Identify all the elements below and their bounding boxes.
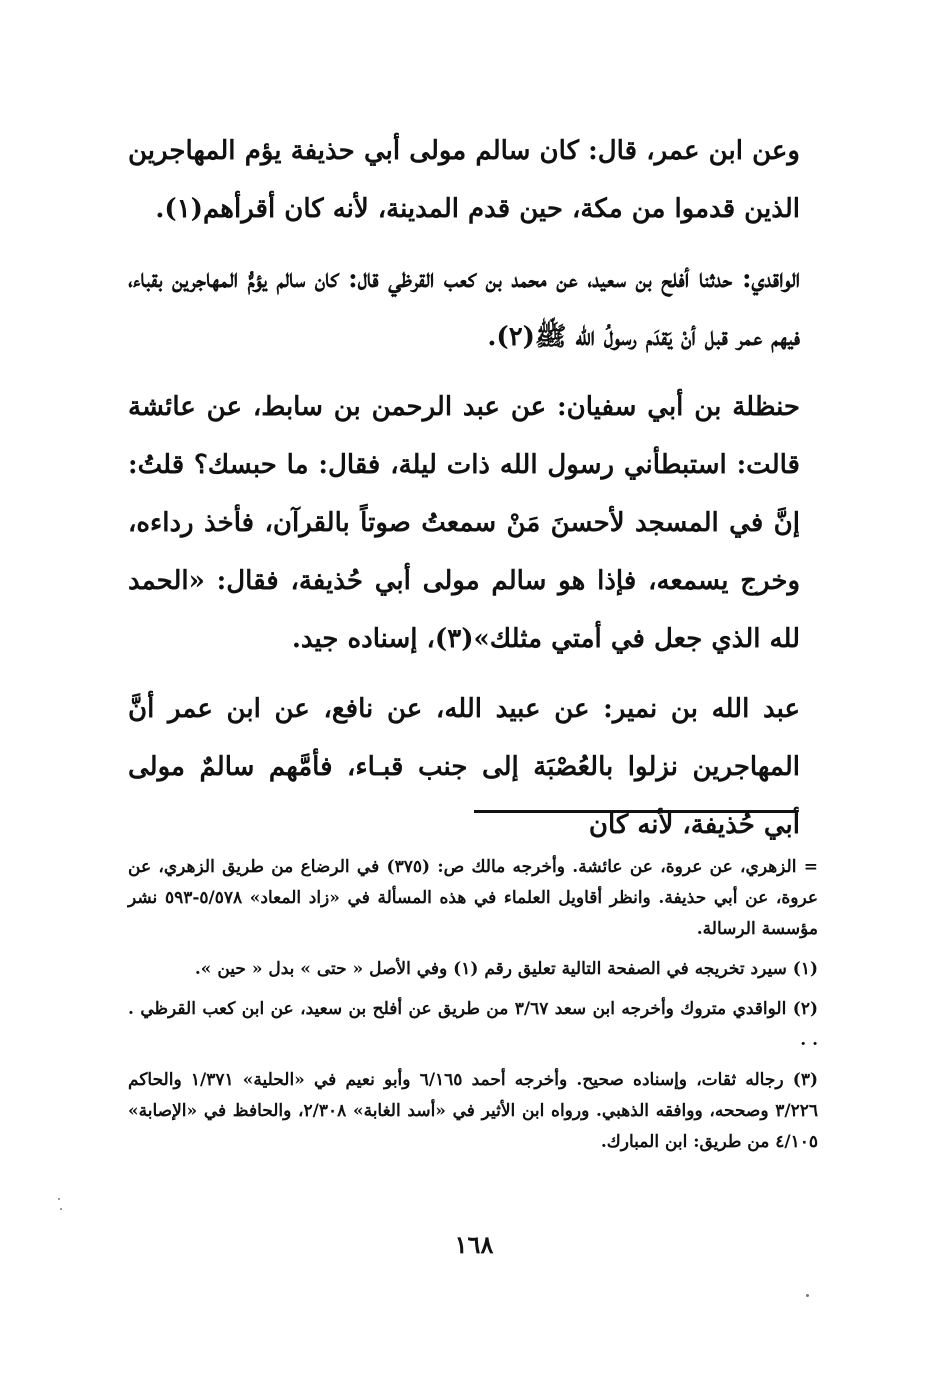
scan-speck: [58, 1198, 60, 1200]
scan-speck: [806, 1294, 809, 1297]
footnote-3: (٣) رجاله ثقات، وإسناده صحيح. وأخرجه أحمد ٦/١٦٥ وأبو نعيم في «الحلية» ١/٣٧١ والحاكم ٣/٢٢٦ وصححه، ووافقه الذهبي. ورواه ابن الأثير في «أسد الغابة» ٢/٣٠٨، والحافظ في «الإصابة» ٤/١٠٥ من طريق: ابن المبارك.: [128, 1070, 819, 1152]
footnote-2: (٢) الواقدي متروك وأخرجه ابن سعد ٣/٦٧ من طريق عن أفلح بن سعيد، عن ابن كعب القرظي . . .: [128, 999, 818, 1050]
main-text: [128, 122, 800, 854]
page-number: ١٦٨: [454, 1230, 494, 1259]
paragraph-hanzala: حنظلة بن أبي سفيان: عن عبد الرحمن بن سابط، عن عائشة قالت: استبطأني رسول الله ذات ليلة، فقال: ما حبسك؟ قلتُ: إنَّ في المسجد لأحسنَ مَنْ سمعتُ صوتاً بالقرآن، فأخذ رداءه، وخرج يسمعه، فإذا هو سالم مولى أبي حُذيفة، فقال: «الحمد لله الذي جعل في أمتي مثلك»(٣)، إسناده جيد.: [128, 392, 800, 654]
footnote-continued: = الزهري، عن عروة، عن عائشة. وأخرجه مالك ص: (٣٧٥) في الرضاع من طريق الزهري، عن عروة، عن أبي حذيفة. وانظر أقاويل العلماء في هذه المسألة في «زاد المعاد» ٥/٥٧٨-٥٩٣ نشر مؤسسة الرسالة.: [128, 857, 818, 939]
paragraph-waqidi: الواقدي: حدثنا أفلح بن سعيد، عن محمد بن كعب القرظي قال: كان سالم يؤمُّ المهاجرين بقباء، فيهم عمر قبل أنْ يَقدَم رسولُ الله ﷺ(٢).: [128, 264, 800, 352]
footnotes: [128, 852, 818, 1167]
paragraph-ibn-numayr: عبد الله بن نمير: عن عبيد الله، عن نافع، عن ابن عمر أنَّ المهاجرين نزلوا بالعُصْبَة إلى جنب قبـاء، فأمَّهم سالمٌ مولى أبي حُذيفة، لأنه كان: [128, 694, 800, 840]
footnote-separator: [474, 810, 798, 813]
paragraph-ibn-umar: وعن ابن عمر، قال: كان سالم مولى أبي حذيفة يؤم المهاجرين الذين قدموا من مكة، حين قدم المدينة، لأنه كان أقرأهم(١).: [128, 136, 800, 224]
footnote-1: (١) سيرد تخريجه في الصفحة التالية تعليق رقم (١) وفي الأصل « حتى » بدل « حين ».: [194, 959, 818, 979]
scan-speck: [60, 1208, 62, 1210]
